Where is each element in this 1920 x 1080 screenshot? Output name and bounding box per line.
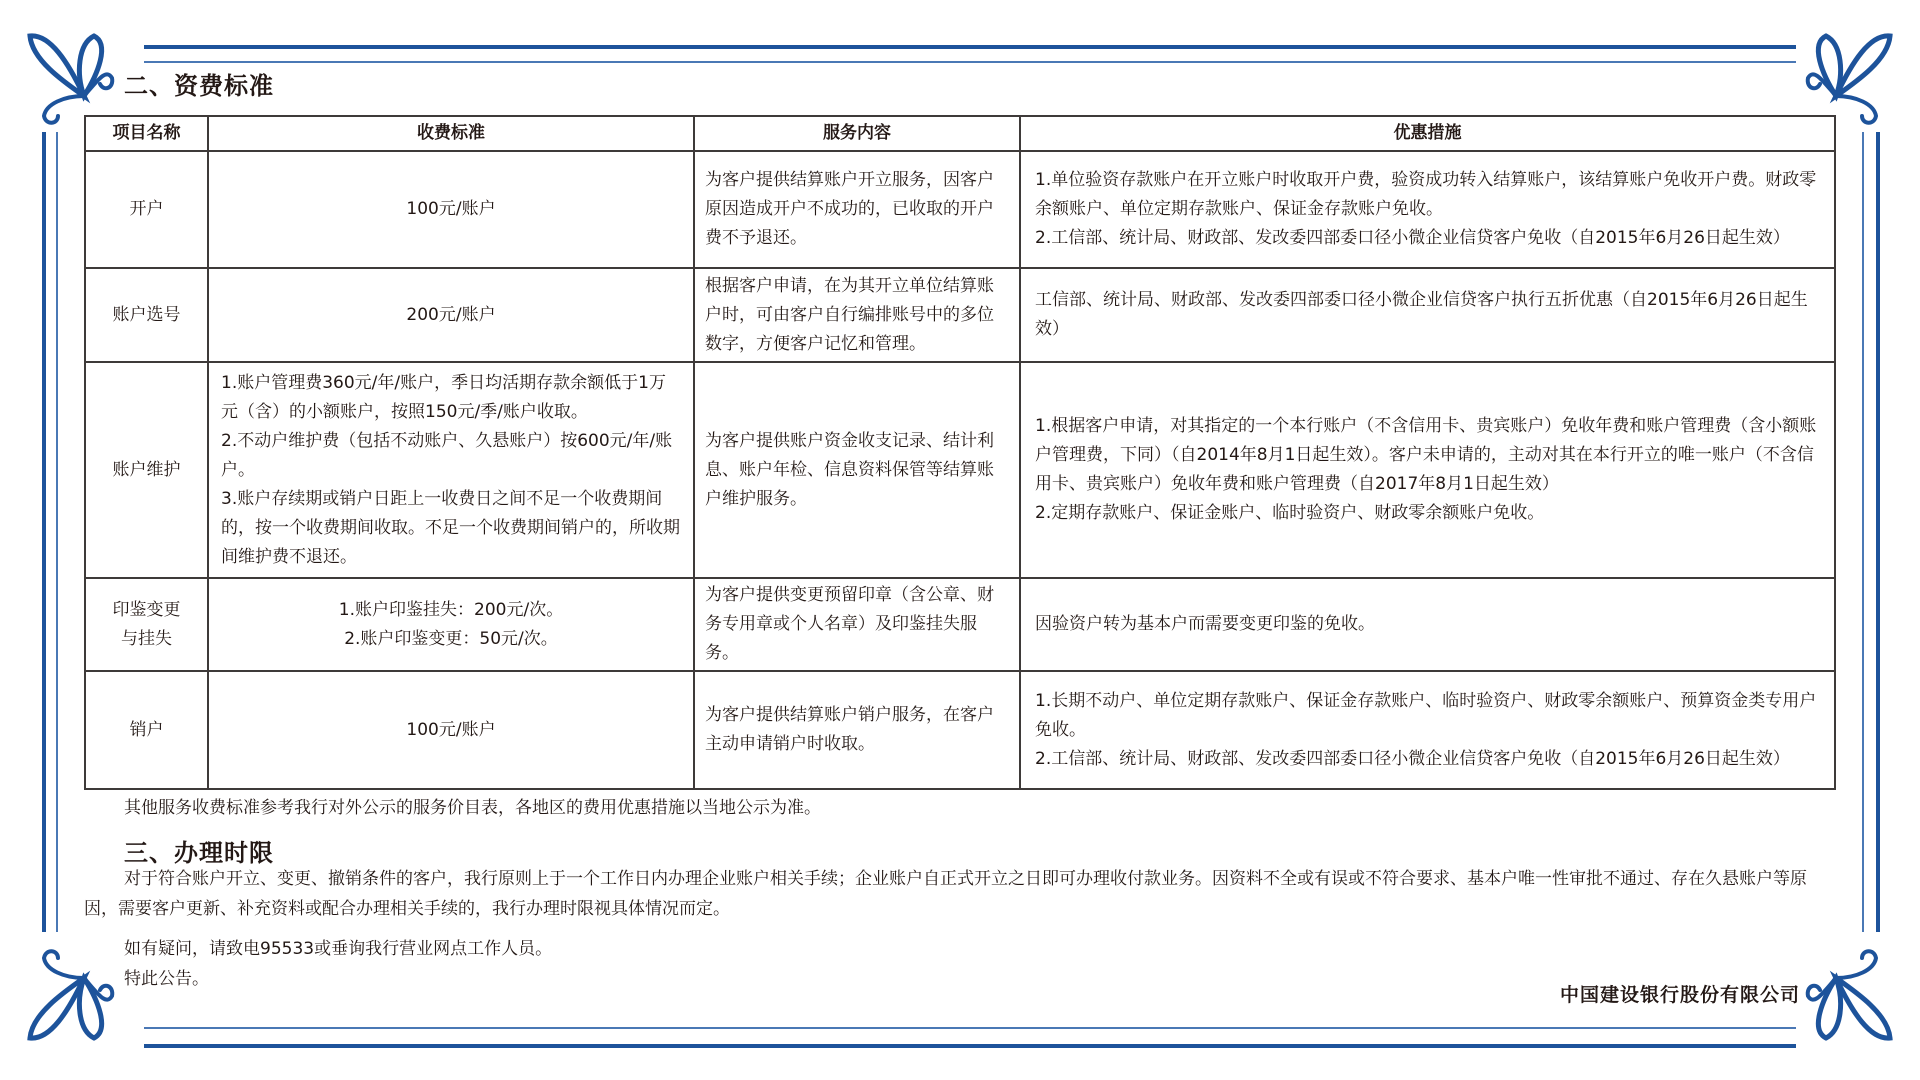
section3-title: 三、办理时限 xyxy=(124,839,274,867)
table-row xyxy=(85,268,1835,362)
table-row xyxy=(85,671,1835,789)
discount-line: 2.工信部、统计局、财政部、发改委四部委口径小微企业信贷客户免收（自2015年6月26日起生效） xyxy=(1035,228,1790,248)
row-name-text: 印鉴变更与挂失 xyxy=(112,599,181,649)
header-service-content: 服务内容 xyxy=(694,116,1020,151)
row-service: 为客户提供账户资金收支记录、结计利息、账户年检、信息资料保管等结算账户维护服务。 xyxy=(694,362,1020,578)
company-name: 中国建设银行股份有限公司 xyxy=(1559,984,1800,1006)
fee-line: 200元/账户 xyxy=(406,304,496,325)
row-fee xyxy=(208,151,694,268)
fee-line: 2.不动户维护费（包括不动账户、久悬账户）按600元/年/账户。 xyxy=(221,430,673,480)
fee-line: 3.账户存续期或销户日距上一收费日之间不足一个收费期间的，按一个收费期间收取。不足一个收费期间销户的，所收期间维护费不退还。 xyxy=(221,488,680,567)
row-discount xyxy=(1020,671,1835,789)
row-discount xyxy=(1020,362,1835,578)
discount-line: 因验资户转为基本户而需要变更印鉴的免收。 xyxy=(1035,614,1375,634)
right-border-outer xyxy=(1876,132,1880,932)
fee-line: 100元/账户 xyxy=(406,719,496,740)
fee-line: 1.账户印鉴挂失：200元/次。 xyxy=(338,599,564,620)
left-border-inner xyxy=(56,132,58,932)
header-discount: 优惠措施 xyxy=(1020,116,1835,151)
row-service: 为客户提供变更预留印章（含公章、财务专用章或个人名章）及印鉴挂失服务。 xyxy=(694,578,1020,671)
fee-line: 1.账户管理费360元/年/账户，季日均活期存款余额低于1万元（含）的小额账户，按照150元/季/账户收取。 xyxy=(221,372,666,422)
closing-line: 特此公告。 xyxy=(124,969,209,989)
discount-line: 1.根据客户申请，对其指定的一个本行账户（不含信用卡、贵宾账户）免收年费和账户管理费（含小额账户管理费，下同）（自2014年8月1日起生效）。客户未申请的，主动对其在本行开立的唯一账户（不含信用卡、贵宾账户）免收年费和账户管理费（自2017年8月1日起生效） xyxy=(1035,416,1817,494)
discount-line: 1.长期不动户、单位定期存款账户、保证金存款账户、临时验资户、财政零余额账户、预算资金类专用户免收。 xyxy=(1035,690,1817,740)
right-border-inner xyxy=(1862,132,1864,932)
header-fee-standard: 收费标准 xyxy=(208,116,694,151)
fee-table xyxy=(84,115,1836,790)
row-fee xyxy=(208,268,694,362)
corner-ornament-bottom-left-icon xyxy=(24,946,116,1052)
row-fee xyxy=(208,578,694,671)
row-discount xyxy=(1020,578,1835,671)
row-fee xyxy=(208,362,694,578)
discount-line: 2.定期存款账户、保证金账户、临时验资户、财政零余额账户免收。 xyxy=(1035,503,1545,523)
row-name: 账户选号 xyxy=(85,268,208,362)
row-name: 开户 xyxy=(85,151,208,268)
contact-line: 如有疑问，请致电95533或垂询我行营业网点工作人员。 xyxy=(124,939,553,959)
table-header-row xyxy=(85,116,1835,151)
header-item-name: 项目名称 xyxy=(85,116,208,151)
table-row xyxy=(85,362,1835,578)
row-service: 根据客户申请，在为其开立单位结算账户时，可由客户自行编排账号中的多位数字，方便客户记忆和管理。 xyxy=(694,268,1020,362)
row-name xyxy=(85,578,208,671)
discount-line: 2.工信部、统计局、财政部、发改委四部委口径小微企业信贷客户免收（自2015年6月26日起生效） xyxy=(1035,748,1790,769)
corner-ornament-bottom-right-icon xyxy=(1804,946,1896,1052)
row-name: 销户 xyxy=(85,671,208,789)
fee-line: 2.账户印鉴变更：50元/次。 xyxy=(344,628,558,649)
top-border-thin xyxy=(144,61,1796,63)
table-footnote: 其他服务收费标准参考我行对外公示的服务价目表，各地区的费用优惠措施以当地公示为准。 xyxy=(124,798,821,818)
row-service: 为客户提供结算账户销户服务，在客户主动申请销户时收取。 xyxy=(694,671,1020,789)
discount-line: 1.单位验资存款账户在开立账户时收取开户费，验资成功转入结算账户，该结算账户免收开户费。财政零余额账户、单位定期存款账户、保证金存款账户免收。 xyxy=(1035,170,1817,219)
fee-line: 100元/账户 xyxy=(406,199,496,219)
row-fee xyxy=(208,671,694,789)
bottom-border-thin xyxy=(144,1027,1796,1029)
section2-title: 二、资费标准 xyxy=(124,72,274,100)
row-service: 为客户提供结算账户开立服务，因客户原因造成开户不成功的，已收取的开户费不予退还。 xyxy=(694,151,1020,268)
corner-ornament-top-right-icon xyxy=(1804,22,1896,128)
discount-line: 工信部、统计局、财政部、发改委四部委口径小微企业信贷客户执行五折优惠（自2015年6月26日起生效） xyxy=(1035,290,1808,339)
corner-ornament-top-left-icon xyxy=(24,22,116,128)
bottom-border-thick xyxy=(144,1044,1796,1048)
row-discount xyxy=(1020,268,1835,362)
row-discount xyxy=(1020,151,1835,268)
table-row xyxy=(85,578,1835,671)
top-border-thick xyxy=(144,45,1796,49)
section3-paragraph: 对于符合账户开立、变更、撤销条件的客户，我行原则上于一个工作日内办理企业账户相关手续；企业账户自正式开立之日即可办理收付款业务。因资料不全或有误或不符合要求、基本户唯一性审批不通过、存在久悬账户等原因，需要客户更新、补充资料或配合办理相关手续的，我行办理时限视具体情况而定。 xyxy=(84,869,1807,919)
row-name: 账户维护 xyxy=(85,362,208,578)
left-border-outer xyxy=(42,132,46,932)
table-row xyxy=(85,151,1835,268)
